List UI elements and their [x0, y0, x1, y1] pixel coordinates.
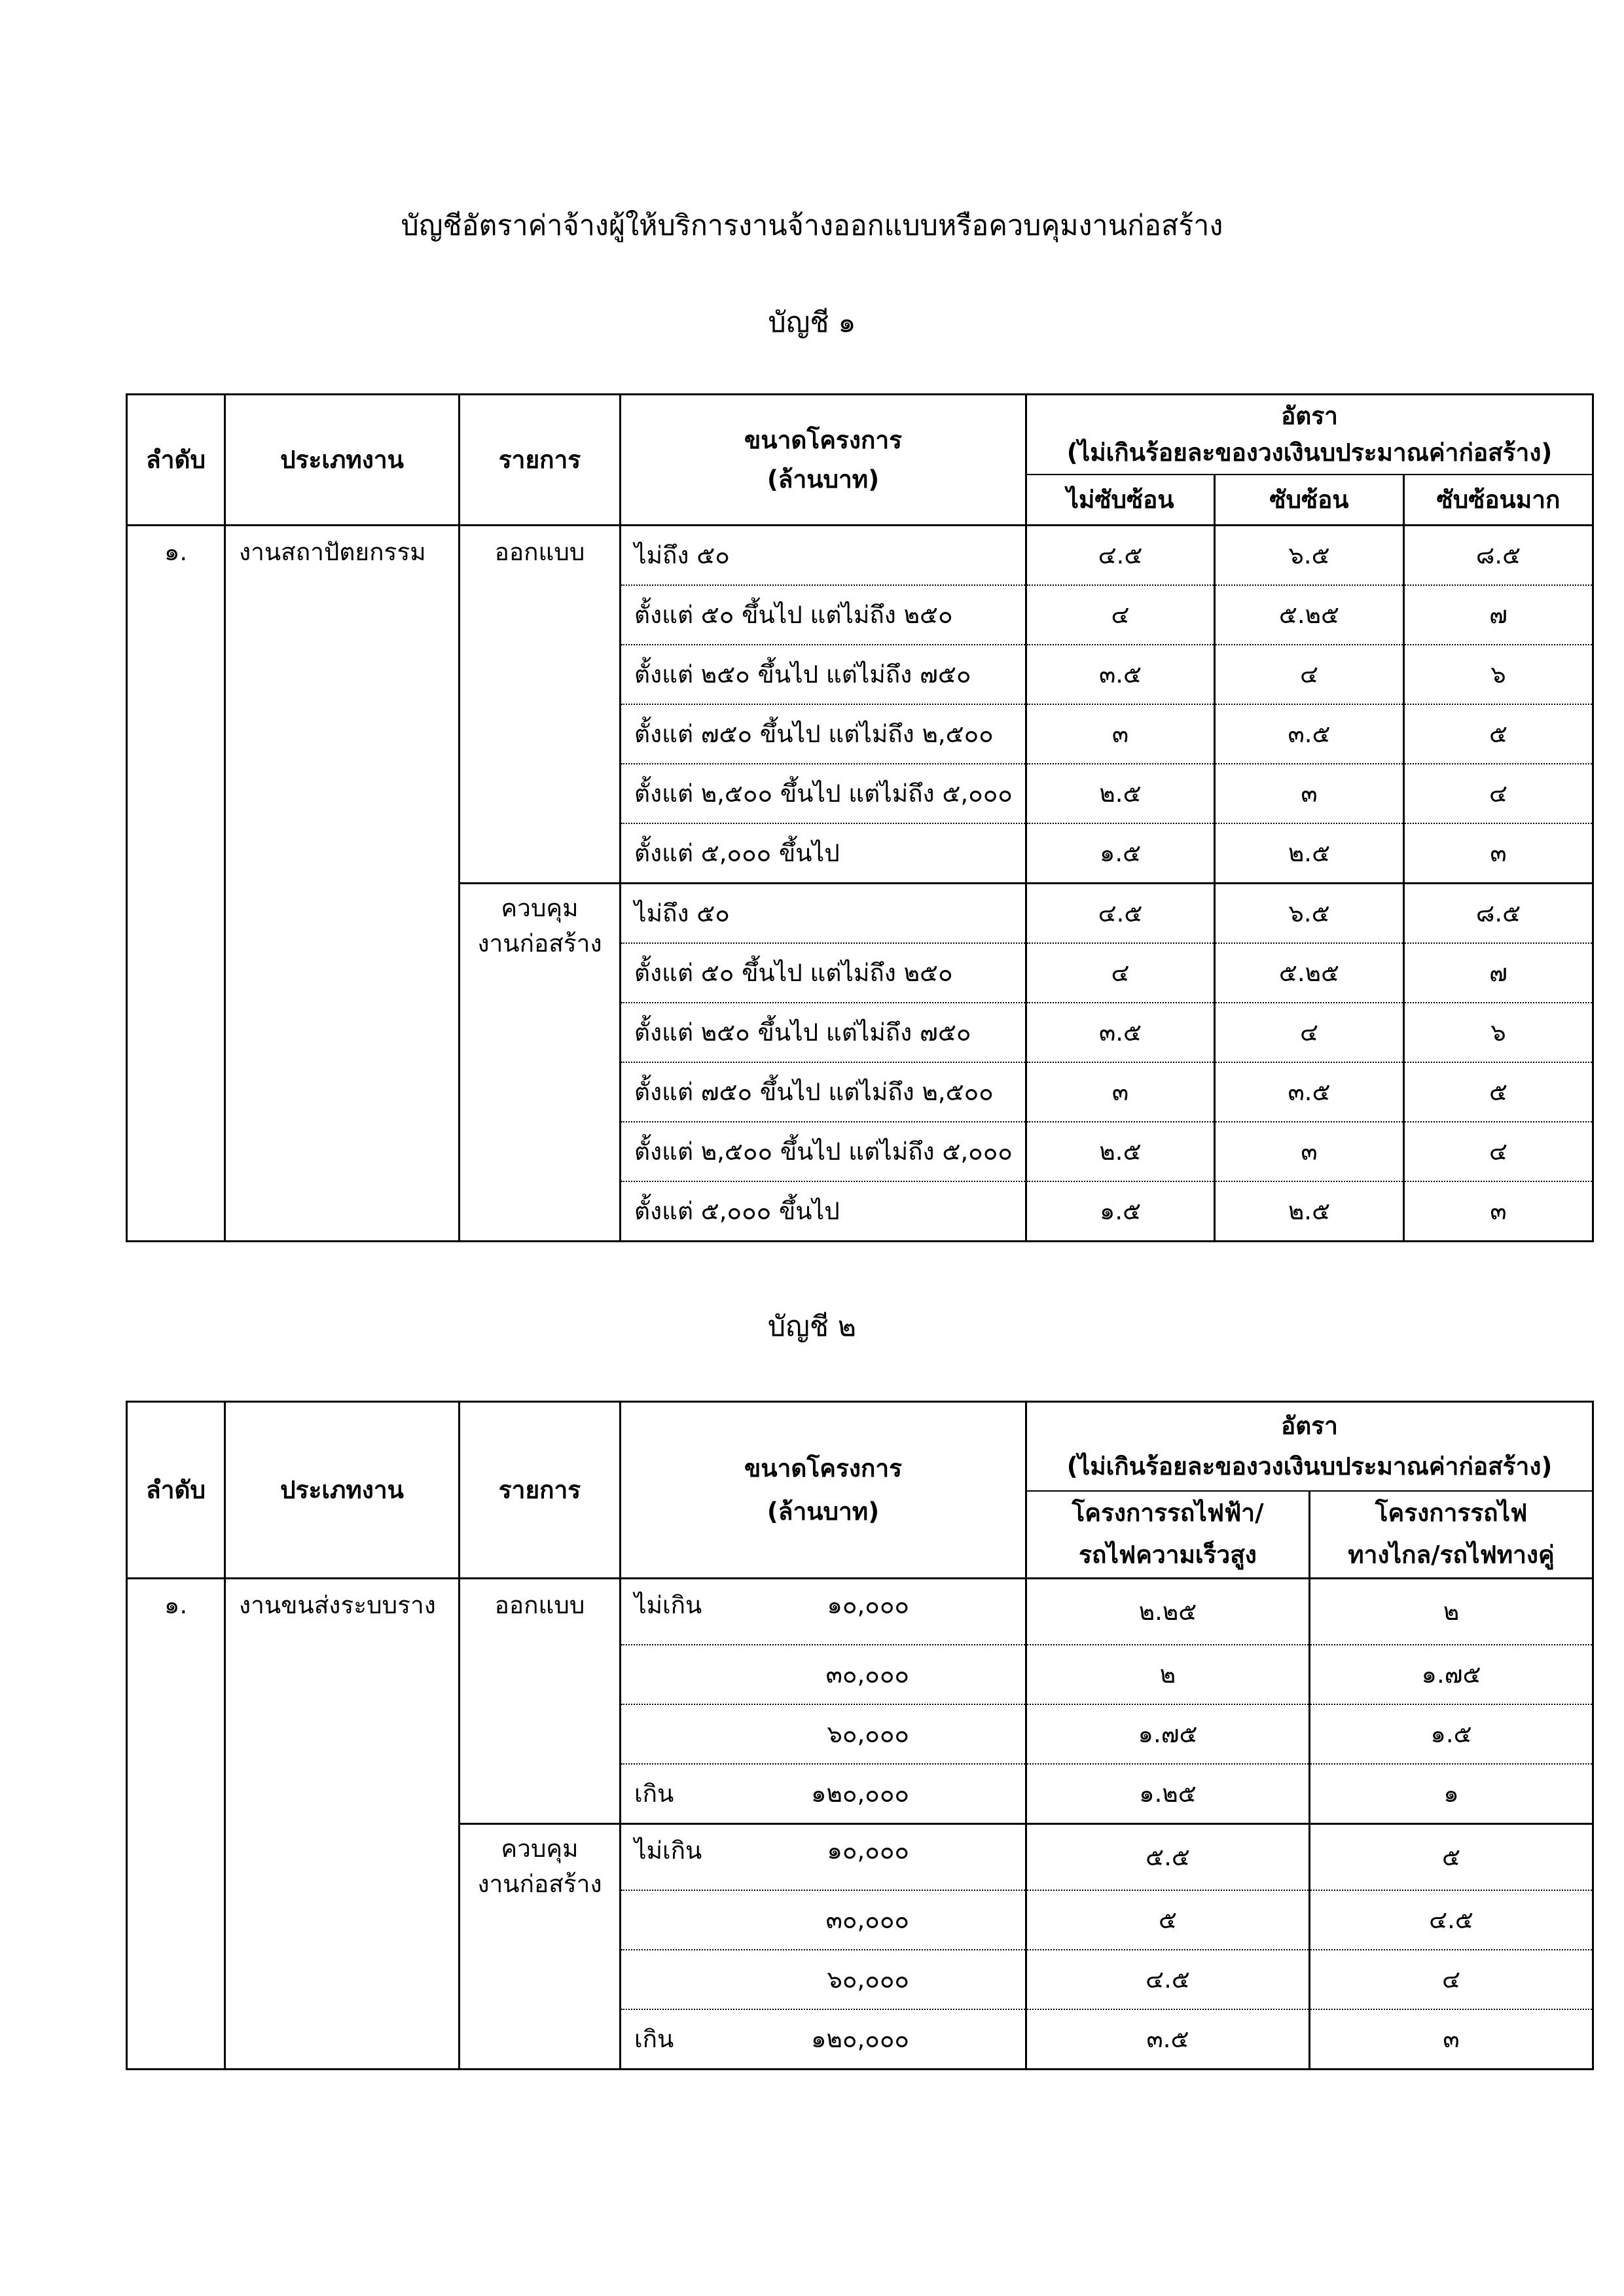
rate-not-complex: ๑.๕: [1026, 1181, 1215, 1242]
header-long-distance-rail-line2: ทางไกล/รถไฟทางคู่: [1348, 1541, 1555, 1570]
project-size: ตั้งแต่ ๒๕๐ ขึ้นไป แต่ไม่ถึง ๗๕๐: [621, 1003, 1026, 1062]
rate-electric-rail: ๕.๕: [1026, 1824, 1310, 1891]
header-electric-rail: [1026, 1491, 1310, 1579]
rate-very-complex: ๖: [1404, 1003, 1593, 1062]
rate-complex: ๒.๕: [1215, 823, 1404, 884]
header-size: [621, 395, 1026, 526]
header-rate-line2: (ไม่เกินร้อยละของวงเงินบประมาณค่าก่อสร้าง): [1066, 438, 1553, 467]
size-amount: ๑๒๐,๐๐๐: [811, 2025, 909, 2053]
rate-not-complex: ๔: [1026, 585, 1215, 645]
rate-complex: ๖.๕: [1215, 526, 1404, 586]
rate-complex: ๕.๒๕: [1215, 585, 1404, 645]
size-amount: ๑๐,๐๐๐: [827, 1591, 909, 1619]
project-size: ไม่ถึง ๕๐: [621, 526, 1026, 586]
work-type: งานสถาปัตยกรรม: [225, 526, 460, 1242]
size-amount: ๖๐,๐๐๐: [827, 1965, 909, 1994]
rate-long-distance-rail: ๑: [1310, 1764, 1593, 1824]
rate-complex: ๓: [1215, 1122, 1404, 1181]
header-electric-rail-line1: โครงการรถไฟฟ้า/: [1072, 1499, 1264, 1528]
table1-caption: บัญชี ๑: [768, 306, 856, 339]
rate-not-complex: ๓: [1026, 704, 1215, 764]
project-size: [621, 1824, 1026, 1891]
header-rate: [1026, 395, 1593, 475]
project-size: ตั้งแต่ ๕๐ ขึ้นไป แต่ไม่ถึง ๒๕๐: [621, 943, 1026, 1003]
rate-very-complex: ๔: [1404, 764, 1593, 823]
rate-very-complex: ๕: [1404, 1062, 1593, 1122]
size-amount: ๑๐,๐๐๐: [827, 1837, 909, 1865]
item-design: ออกแบบ: [460, 1579, 621, 1824]
header-very-complex: ซับซ้อนมาก: [1404, 475, 1593, 526]
project-size: ตั้งแต่ ๗๕๐ ขึ้นไป แต่ไม่ถึง ๒,๕๐๐: [621, 1062, 1026, 1122]
row-number: ๑.: [127, 526, 225, 1242]
header-rate-line2: (ไม่เกินร้อยละของวงเงินบประมาณค่าก่อสร้าง): [1066, 1452, 1553, 1480]
item-control: [460, 1824, 621, 2070]
rate-complex: ๓: [1215, 764, 1404, 823]
project-size: ตั้งแต่ ๒๕๐ ขึ้นไป แต่ไม่ถึง ๗๕๐: [621, 645, 1026, 704]
project-size: [621, 1579, 1026, 1645]
rate-very-complex: ๓: [1404, 823, 1593, 884]
header-size-line2: (ล้านบาท): [767, 1497, 880, 1526]
rate-very-complex: ๘.๕: [1404, 884, 1593, 944]
rate-very-complex: ๘.๕: [1404, 526, 1593, 586]
project-size: [621, 2009, 1026, 2070]
rate-complex: ๓.๕: [1215, 1062, 1404, 1122]
item-control-line1: ควบคุม: [501, 894, 579, 922]
header-electric-rail-line2: รถไฟความเร็วสูง: [1079, 1541, 1257, 1570]
project-size: [621, 1764, 1026, 1824]
header-type: ประเภทงาน: [225, 395, 460, 526]
item-design: ออกแบบ: [460, 526, 621, 884]
rate-very-complex: ๖: [1404, 645, 1593, 704]
rate-table-1: [126, 393, 1594, 1242]
rate-electric-rail: ๕: [1026, 1890, 1310, 1950]
header-rate-line1: อัตรา: [1281, 401, 1338, 430]
rate-not-complex: ๓.๕: [1026, 645, 1215, 704]
project-size: [621, 1704, 1026, 1764]
work-type: งานขนส่งระบบราง: [225, 1579, 460, 2070]
size-qualifier: เกิน: [634, 2025, 674, 2053]
size-qualifier: ไม่เกิน: [634, 1591, 702, 1619]
rate-very-complex: ๓: [1404, 1181, 1593, 1242]
project-size: ตั้งแต่ ๕,๐๐๐ ขึ้นไป: [621, 823, 1026, 884]
rate-electric-rail: ๑.๗๕: [1026, 1704, 1310, 1764]
header-long-distance-rail: [1310, 1491, 1593, 1579]
header-no: ลำดับ: [127, 1402, 225, 1579]
rate-long-distance-rail: ๔.๕: [1310, 1890, 1593, 1950]
rate-not-complex: ๔.๕: [1026, 884, 1215, 944]
header-size-line1: ขนาดโครงการ: [744, 1454, 902, 1482]
rate-long-distance-rail: ๕: [1310, 1824, 1593, 1891]
rate-long-distance-rail: ๑.๗๕: [1310, 1645, 1593, 1704]
rate-not-complex: ๒.๕: [1026, 1122, 1215, 1181]
project-size: ไม่ถึง ๕๐: [621, 884, 1026, 944]
rate-complex: ๔: [1215, 645, 1404, 704]
rate-very-complex: ๕: [1404, 704, 1593, 764]
size-qualifier: เกิน: [634, 1780, 674, 1808]
rate-electric-rail: ๒: [1026, 1645, 1310, 1704]
rate-long-distance-rail: ๔: [1310, 1950, 1593, 2009]
rate-table-2: [126, 1401, 1594, 2070]
size-amount: ๑๒๐,๐๐๐: [811, 1780, 909, 1808]
rate-complex: ๓.๕: [1215, 704, 1404, 764]
rate-not-complex: ๓.๕: [1026, 1003, 1215, 1062]
project-size: ตั้งแต่ ๗๕๐ ขึ้นไป แต่ไม่ถึง ๒,๕๐๐: [621, 704, 1026, 764]
header-size-line1: ขนาดโครงการ: [744, 425, 902, 454]
size-amount: ๓๐,๐๐๐: [825, 1660, 909, 1689]
project-size: ตั้งแต่ ๕,๐๐๐ ขึ้นไป: [621, 1181, 1026, 1242]
row-number: ๑.: [127, 1579, 225, 2070]
rate-not-complex: ๓: [1026, 1062, 1215, 1122]
rate-very-complex: ๔: [1404, 1122, 1593, 1181]
project-size: ตั้งแต่ ๒,๕๐๐ ขึ้นไป แต่ไม่ถึง ๕,๐๐๐: [621, 764, 1026, 823]
rate-electric-rail: ๔.๕: [1026, 1950, 1310, 2009]
header-item: รายการ: [460, 395, 621, 526]
table-row: [127, 526, 1593, 586]
header-rate-line1: อัตรา: [1281, 1411, 1338, 1440]
header-rate: [1026, 1402, 1593, 1491]
rate-very-complex: ๗: [1404, 585, 1593, 645]
table-row: [127, 1579, 1593, 1645]
table2-caption: บัญชี ๒: [767, 1310, 857, 1343]
size-amount: ๓๐,๐๐๐: [825, 1906, 909, 1934]
rate-very-complex: ๗: [1404, 943, 1593, 1003]
project-size: [621, 1890, 1026, 1950]
rate-complex: ๖.๕: [1215, 884, 1404, 944]
document-title: บัญชีอัตราค่าจ้างผู้ให้บริการงานจ้างออกแบบหรือควบคุมงานก่อสร้าง: [401, 209, 1223, 242]
item-control: [460, 884, 621, 1242]
header-complex: ซับซ้อน: [1215, 475, 1404, 526]
header-type: ประเภทงาน: [225, 1402, 460, 1579]
header-item: รายการ: [460, 1402, 621, 1579]
size-qualifier: ไม่เกิน: [634, 1837, 702, 1865]
item-control-line1: ควบคุม: [501, 1835, 579, 1863]
project-size: [621, 1645, 1026, 1704]
rate-not-complex: ๔: [1026, 943, 1215, 1003]
rate-electric-rail: ๑.๒๕: [1026, 1764, 1310, 1824]
project-size: [621, 1950, 1026, 2009]
header-no: ลำดับ: [127, 395, 225, 526]
rate-complex: ๔: [1215, 1003, 1404, 1062]
rate-not-complex: ๒.๕: [1026, 764, 1215, 823]
rate-not-complex: ๔.๕: [1026, 526, 1215, 586]
project-size: ตั้งแต่ ๕๐ ขึ้นไป แต่ไม่ถึง ๒๕๐: [621, 585, 1026, 645]
size-amount: ๖๐,๐๐๐: [827, 1720, 909, 1748]
rate-long-distance-rail: ๒: [1310, 1579, 1593, 1645]
rate-long-distance-rail: ๓: [1310, 2009, 1593, 2070]
rate-not-complex: ๑.๕: [1026, 823, 1215, 884]
header-size-line2: (ล้านบาท): [767, 465, 880, 493]
rate-complex: ๕.๒๕: [1215, 943, 1404, 1003]
item-control-line2: งานก่อสร้าง: [477, 929, 602, 958]
item-control-line2: งานก่อสร้าง: [477, 1870, 602, 1898]
rate-electric-rail: ๒.๒๕: [1026, 1579, 1310, 1645]
header-not-complex: ไม่ซับซ้อน: [1026, 475, 1215, 526]
header-long-distance-rail-line1: โครงการรถไฟ: [1375, 1499, 1528, 1528]
rate-long-distance-rail: ๑.๕: [1310, 1704, 1593, 1764]
rate-complex: ๒.๕: [1215, 1181, 1404, 1242]
rate-electric-rail: ๓.๕: [1026, 2009, 1310, 2070]
project-size: ตั้งแต่ ๒,๕๐๐ ขึ้นไป แต่ไม่ถึง ๕,๐๐๐: [621, 1122, 1026, 1181]
header-size: [621, 1402, 1026, 1579]
